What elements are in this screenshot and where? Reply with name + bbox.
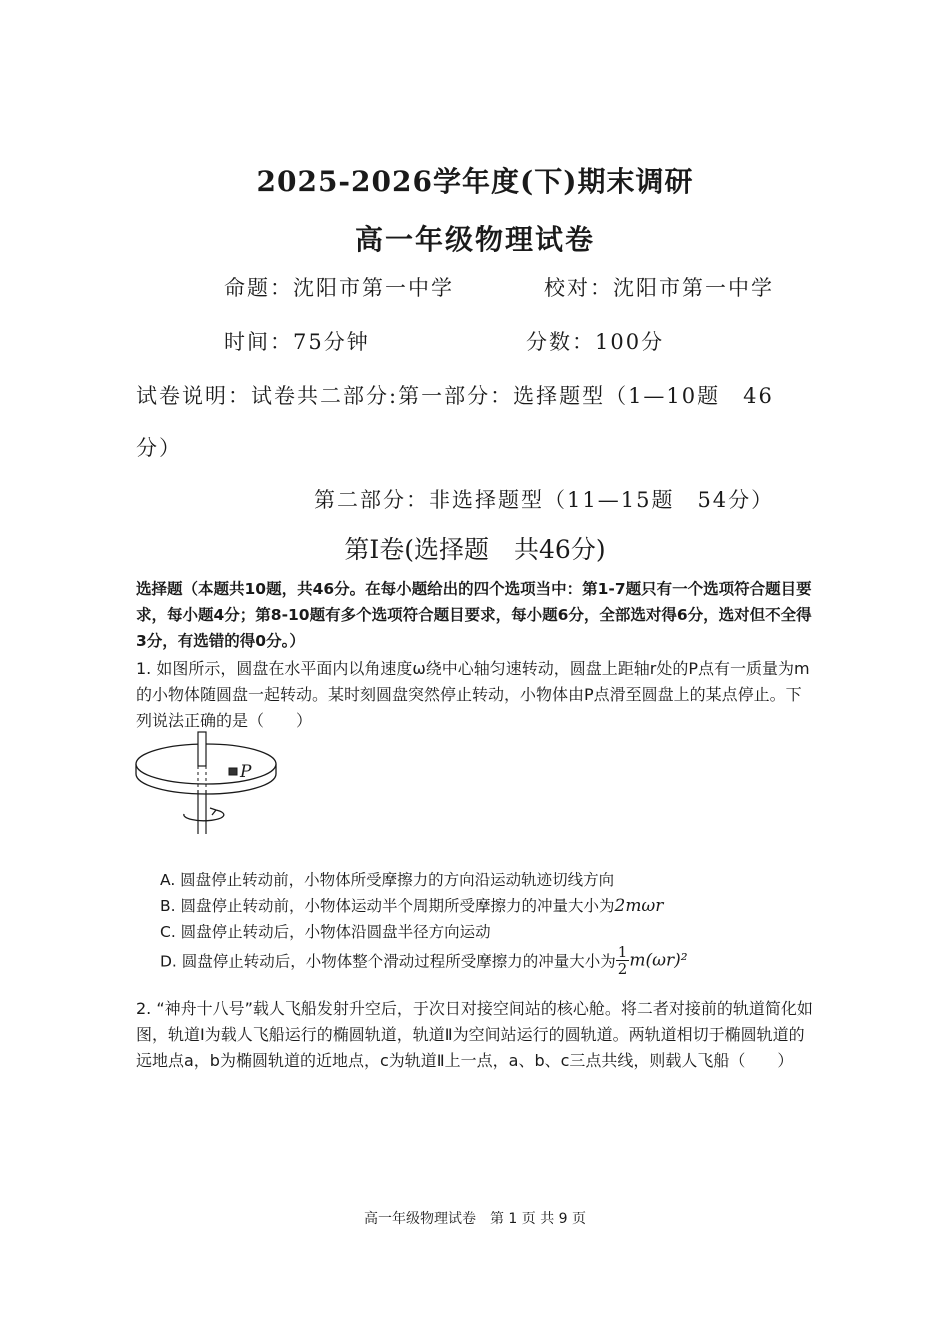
point-p-label: P [240, 762, 252, 782]
exam-description: 试卷说明：试卷共二部分:第一部分：选择题型（1—10题 46 [136, 384, 774, 408]
score-line: 分数：100分 [526, 330, 665, 354]
question-1-stem: 1. 如图所示，圆盘在水平面内以角速度ω绕中心轴匀速转动，圆盘上距轴r处的P点有一质量为m的小物体随圆盘一起转动。某时刻圆盘突然停止转动，小物体由P点滑至圆盘上的某点停止。下列说法正确的是（ ） [136, 659, 810, 730]
rotating-disc-figure [132, 728, 282, 844]
option-c: C. 圆盘停止转动后，小物体沿圆盘半径方向运动 [160, 923, 491, 941]
time-line: 时间：75分钟 [224, 330, 370, 354]
option-b-text: B. 圆盘停止转动前，小物体运动半个周期所受摩擦力的冲量大小为 [160, 897, 615, 915]
section-instructions: 选择题（本题共10题，共46分。在每小题给出的四个选项当中：第1-7题只有一个选项符合题目要求，每小题4分；第8-10题有多个选项符合题目要求，每小题6分，全部选对得6分，选对但不全得3分，有选错的得0分。） [136, 580, 812, 650]
exam-description-cont: 分） [136, 436, 182, 460]
option-d-formula: m(ωr)² [629, 950, 688, 971]
option-d [160, 944, 688, 977]
section-title: 第Ⅰ卷(选择题 共46分) [344, 535, 606, 564]
option-b-formula: 2mωr [614, 896, 664, 916]
page-footer: 高一年级物理试卷 第 1 页 共 9 页 [363, 1211, 587, 1227]
option-b [160, 894, 663, 916]
exam-title: 2025-2026学年度(下)期末调研 [256, 165, 694, 198]
option-d-text: D. 圆盘停止转动后，小物体整个滑动过程所受摩擦力的冲量大小为 [160, 952, 616, 971]
exam-subtitle: 高一年级物理试卷 [354, 223, 595, 256]
option-a: A. 圆盘停止转动前，小物体所受摩擦力的方向沿运动轨迹切线方向 [160, 871, 615, 889]
part-two-description: 第二部分：非选择题型（11—15题 54分） [314, 488, 775, 512]
author-line: 命题：沈阳市第一中学 [224, 276, 454, 300]
proofreader-line: 校对：沈阳市第一中学 [544, 276, 774, 300]
option-d-fraction: $\frac{1}{2}$ [617, 943, 628, 978]
question-2-stem: 2. “神舟十八号”载人飞船发射升空后，于次日对接空间站的核心舱。将二者对接前的轨道简化如图，轨道Ⅰ为载人飞船运行的椭圆轨道，轨道Ⅱ为空间站运行的圆轨道。两轨道相切于椭圆轨道的远地点a，b为椭圆轨道的近地点，c为轨道Ⅱ上一点，a、b、c三点共线，则载人飞船（ ） [136, 999, 813, 1070]
